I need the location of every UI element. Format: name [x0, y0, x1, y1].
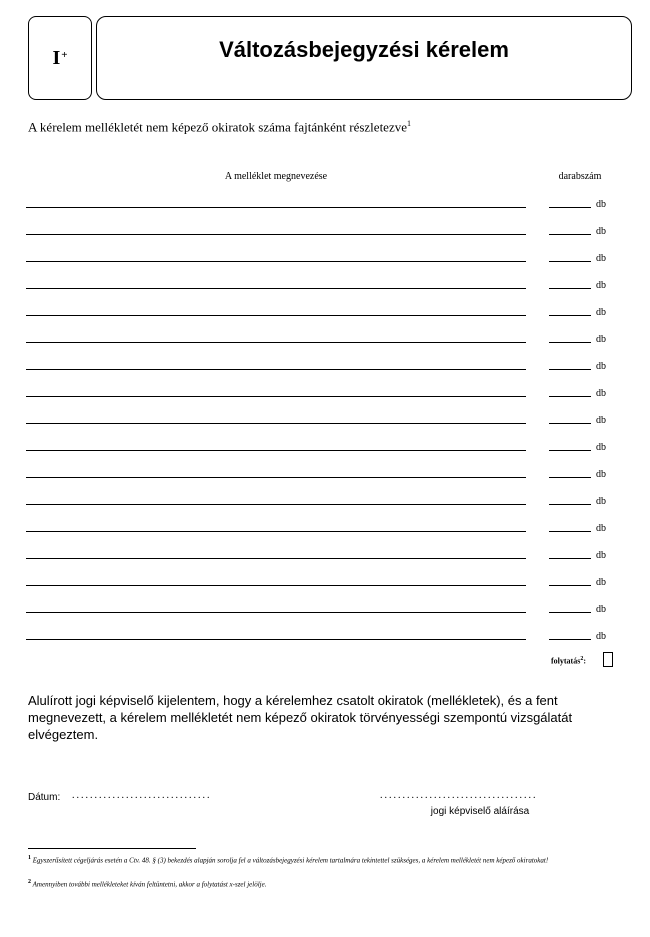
- attachment-name-field[interactable]: [26, 369, 526, 370]
- table-row: [0, 242, 650, 262]
- declaration-text: Alulírott jogi képviselő kijelentem, hogy a kérelemhez csatolt okiratok (mellékletek), és a fent megnevezett, a kérelem mellékletét nem képező okiratok törvényességi szempontú vizsgálatát elvégeztem.: [28, 693, 573, 742]
- unit-label: db: [596, 523, 606, 534]
- unit-label: db: [596, 361, 606, 372]
- attachment-name-field[interactable]: [26, 504, 526, 505]
- table-row: [0, 458, 650, 478]
- attachment-count-field[interactable]: [549, 396, 591, 397]
- page-title: Változásbejegyzési kérelem: [219, 37, 509, 62]
- attachment-name-field[interactable]: [26, 315, 526, 316]
- continuation-checkbox[interactable]: [603, 652, 613, 667]
- unit-label: db: [596, 442, 606, 453]
- continuation-footnote-ref: 2: [580, 656, 584, 662]
- attachment-count-field[interactable]: [549, 585, 591, 586]
- table-row: [0, 620, 650, 640]
- unit-label: db: [596, 469, 606, 480]
- unit-label: db: [596, 199, 606, 210]
- column-header-name: A melléklet megnevezése: [224, 171, 328, 182]
- unit-label: db: [596, 496, 606, 507]
- table-row: [0, 215, 650, 235]
- footnote-2-num: 2: [28, 879, 31, 885]
- attachment-count-field[interactable]: [549, 207, 591, 208]
- form-code: I: [52, 46, 61, 69]
- date-label: Dátum:: [28, 792, 61, 803]
- attachment-count-field[interactable]: [549, 423, 591, 424]
- unit-label: db: [596, 415, 606, 426]
- attachment-count-field[interactable]: [549, 342, 591, 343]
- unit-label: db: [596, 280, 606, 291]
- attachment-name-field[interactable]: [26, 477, 526, 478]
- unit-label: db: [596, 253, 606, 264]
- signature-field[interactable]: ...................................: [380, 790, 538, 801]
- continuation-label: [551, 656, 586, 666]
- table-row: [0, 431, 650, 451]
- attachment-count-field[interactable]: [549, 315, 591, 316]
- attachment-name-field[interactable]: [26, 612, 526, 613]
- table-row: [0, 539, 650, 559]
- attachment-name-field[interactable]: [26, 288, 526, 289]
- attachment-name-field[interactable]: [26, 639, 526, 640]
- attachment-count-field[interactable]: [549, 558, 591, 559]
- continuation-text: folytatás: [551, 656, 581, 666]
- table-row: [0, 350, 650, 370]
- signature-label: jogi képviselő aláírása: [430, 806, 530, 817]
- footnote-2: [28, 878, 618, 889]
- unit-label: db: [596, 388, 606, 399]
- table-row: [0, 323, 650, 343]
- attachment-count-field[interactable]: [549, 261, 591, 262]
- footnote-1-num: 1: [28, 855, 31, 861]
- footnote-1: [28, 854, 618, 865]
- attachment-name-field[interactable]: [26, 207, 526, 208]
- attachment-count-field[interactable]: [549, 369, 591, 370]
- unit-label: db: [596, 334, 606, 345]
- form-code-sup: +: [61, 49, 68, 61]
- table-row: [0, 404, 650, 424]
- attachment-count-field[interactable]: [549, 288, 591, 289]
- attachment-name-field[interactable]: [26, 558, 526, 559]
- table-row: [0, 296, 650, 316]
- table-row: [0, 485, 650, 505]
- attachment-name-field[interactable]: [26, 342, 526, 343]
- date-field[interactable]: ...............................: [72, 790, 212, 801]
- column-header-count: darabszám: [558, 171, 602, 182]
- attachment-count-field[interactable]: [549, 639, 591, 640]
- attachment-name-field[interactable]: [26, 396, 526, 397]
- unit-label: db: [596, 604, 606, 615]
- continuation-suffix: :: [583, 656, 586, 666]
- table-row: [0, 512, 650, 532]
- intro-label: A kérelem mellékletét nem képező okiratok száma fajtánként részletezve: [28, 119, 407, 135]
- table-row: [0, 566, 650, 586]
- unit-label: db: [596, 631, 606, 642]
- attachment-name-field[interactable]: [26, 450, 526, 451]
- attachment-count-field[interactable]: [549, 450, 591, 451]
- attachment-name-field[interactable]: [26, 423, 526, 424]
- unit-label: db: [596, 577, 606, 588]
- footnote-1-text: Egyszerűsített cégeljárás esetén a Ctv. 48. § (3) bekezdés alapján sorolja fel a változásbejegyzési kérelem tartalmára tekintettel szükséges, a kérelem mellékletét nem képező okiratokat!: [32, 856, 549, 865]
- attachment-name-field[interactable]: [26, 531, 526, 532]
- attachment-count-field[interactable]: [549, 612, 591, 613]
- attachment-count-field[interactable]: [549, 504, 591, 505]
- table-row: [0, 593, 650, 613]
- unit-label: db: [596, 226, 606, 237]
- table-row: [0, 188, 650, 208]
- attachment-name-field[interactable]: [26, 585, 526, 586]
- attachment-count-field[interactable]: [549, 531, 591, 532]
- attachment-name-field[interactable]: [26, 234, 526, 235]
- table-row: [0, 269, 650, 289]
- table-row: [0, 377, 650, 397]
- intro-footnote-ref: 1: [407, 119, 411, 128]
- footnote-divider: [28, 848, 196, 849]
- attachment-count-field[interactable]: [549, 477, 591, 478]
- attachment-name-field[interactable]: [26, 261, 526, 262]
- unit-label: db: [596, 307, 606, 318]
- attachment-count-field[interactable]: [549, 234, 591, 235]
- footnote-2-text: Amennyiben további mellékleteket kíván feltüntetni, akkor a folytatást x-szel jelölje.: [32, 880, 267, 889]
- unit-label: db: [596, 550, 606, 561]
